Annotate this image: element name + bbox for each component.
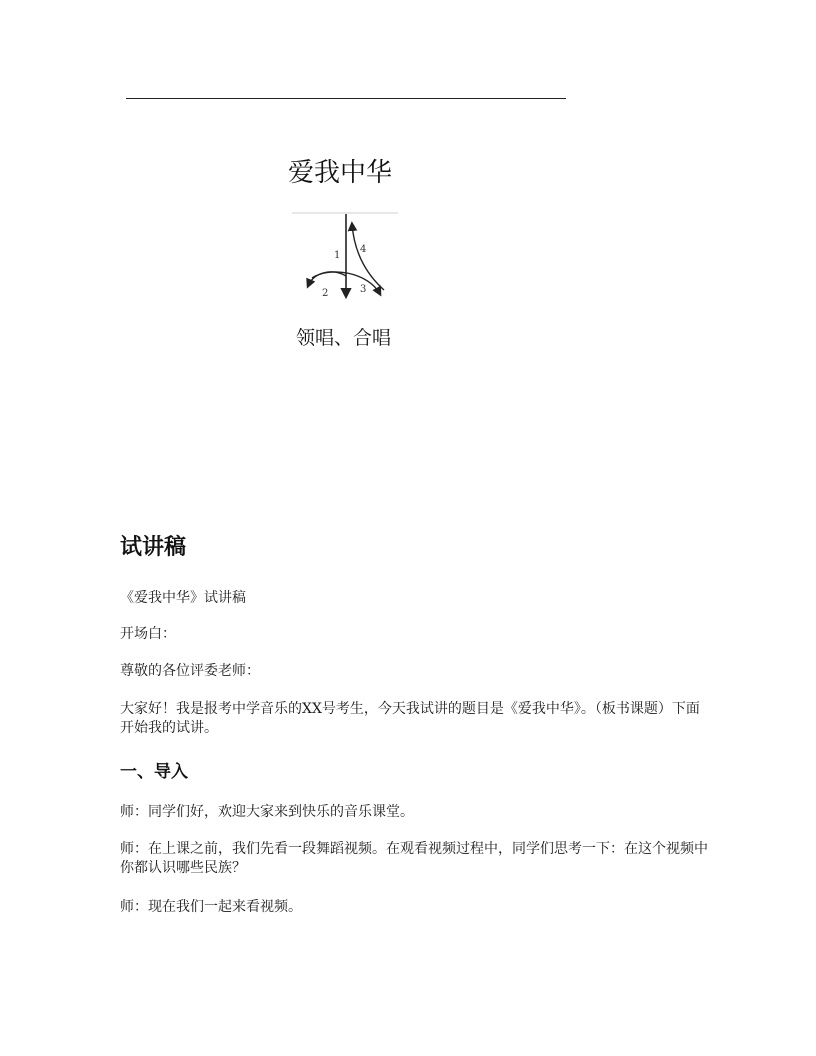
script-title: 《爱我中华》试讲稿 — [120, 590, 246, 606]
greeting-line: 尊敬的各位评委老师： — [120, 663, 260, 679]
teacher-line-1: 师：同学们好，欢迎大家来到快乐的音乐课堂。 — [120, 804, 414, 820]
introduction-paragraph: 大家好！我是报考中学音乐的XX号考生，今天我试讲的题目是《爱我中华》。（板书课题）下面开始我的试讲。 — [120, 701, 700, 736]
beat-label-4: 4 — [360, 244, 367, 255]
opening-label: 开场白： — [120, 626, 176, 642]
beat-label-3: 3 — [360, 284, 367, 295]
song-title: 爱我中华 — [288, 158, 393, 188]
beat-label-2: 2 — [322, 288, 329, 299]
beat-2-stroke — [308, 272, 346, 286]
teacher-line-3: 师：现在我们一起来看视频。 — [120, 899, 302, 915]
conducting-pattern-diagram — [288, 210, 400, 302]
beat-4-stroke — [352, 224, 384, 290]
beat-label-1: 1 — [334, 250, 341, 261]
teacher-line-2: 师：在上课之前，我们先看一段舞蹈视频。在观看视频过程中，同学们思考一下：在这个视频中你都认识哪些民族？ — [120, 841, 708, 876]
header-rule — [126, 98, 566, 99]
figure-caption: 领唱、合唱 — [296, 327, 392, 349]
section-heading-intro: 一、导入 — [120, 762, 188, 782]
document-heading: 试讲稿 — [120, 535, 187, 560]
